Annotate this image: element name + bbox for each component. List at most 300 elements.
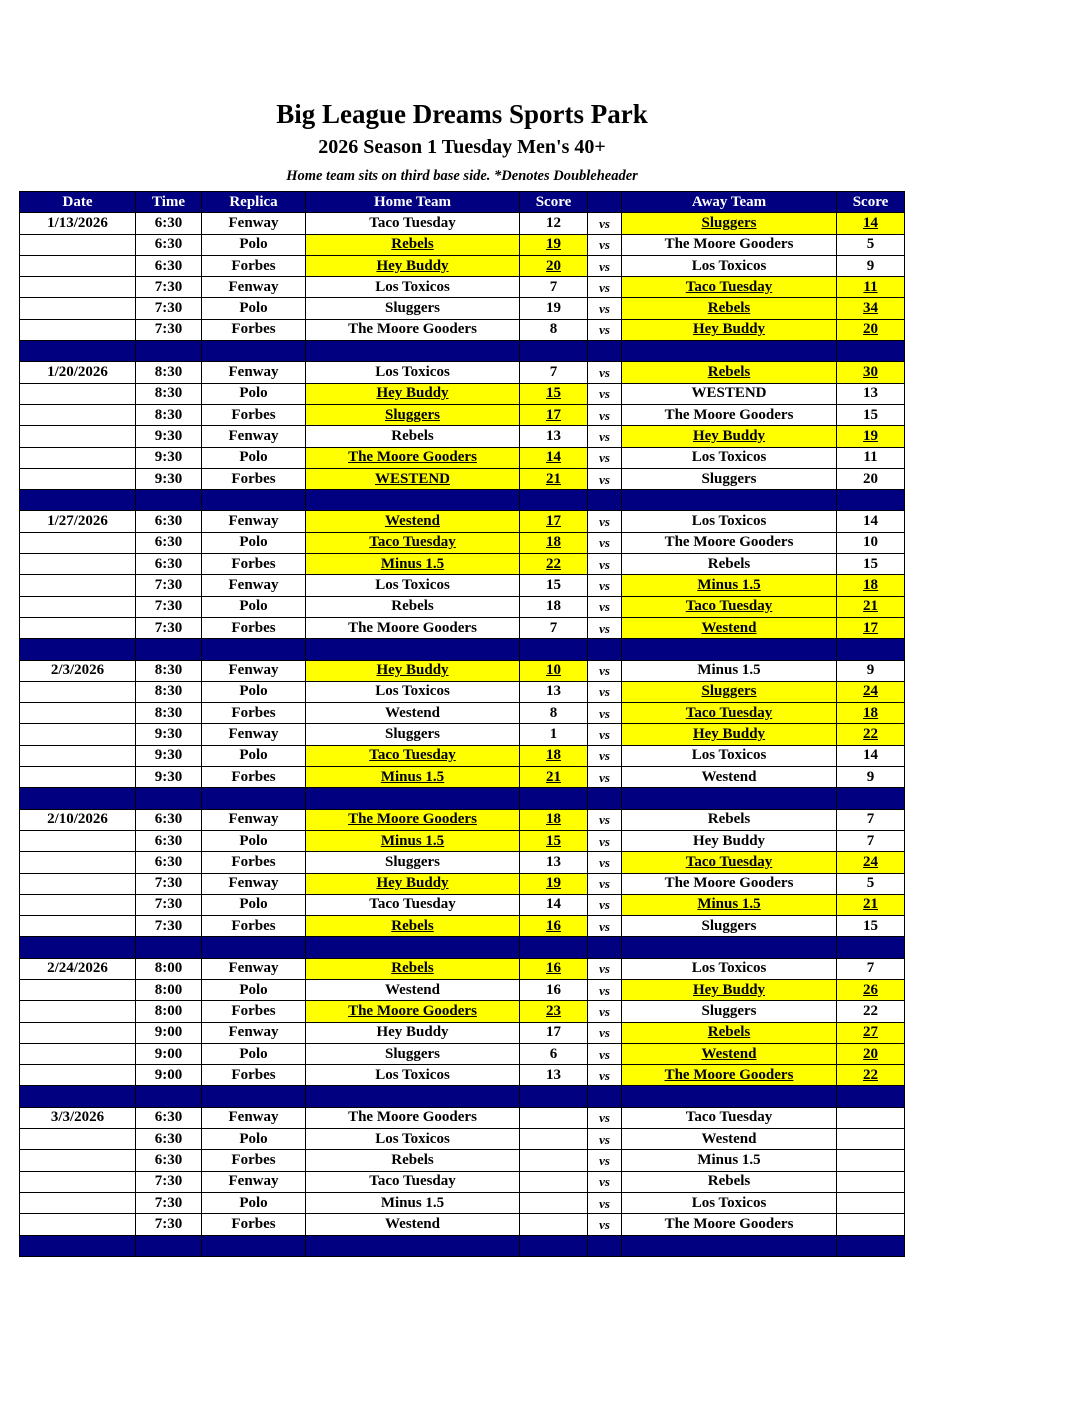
game-row	[20, 1192, 905, 1213]
game-field: Polo	[202, 383, 306, 404]
game-row	[20, 617, 905, 638]
game-time: 7:30	[136, 298, 202, 319]
game-row	[20, 1107, 905, 1128]
separator-cell	[306, 937, 520, 958]
away-team: The Moore Gooders	[622, 532, 837, 553]
game-field: Fenway	[202, 277, 306, 298]
home-team: Los Toxicos	[306, 681, 520, 702]
home-team: Sluggers	[306, 852, 520, 873]
home-score: 6	[520, 1043, 588, 1064]
game-field: Fenway	[202, 958, 306, 979]
vs-label: vs	[588, 362, 622, 383]
game-row	[20, 554, 905, 575]
home-score: 18	[520, 809, 588, 830]
game-date	[20, 852, 136, 873]
away-team: Los Toxicos	[622, 255, 837, 276]
away-score: 21	[837, 894, 905, 915]
away-team: Taco Tuesday	[622, 277, 837, 298]
game-row	[20, 1043, 905, 1064]
game-row	[20, 1171, 905, 1192]
away-team: Rebels	[622, 298, 837, 319]
vs-label: vs	[588, 1065, 622, 1086]
separator-cell	[520, 1235, 588, 1256]
vs-label: vs	[588, 681, 622, 702]
separator-cell	[622, 341, 837, 362]
game-time: 8:30	[136, 404, 202, 425]
separator-cell	[20, 639, 136, 660]
home-score: 16	[520, 916, 588, 937]
schedule-table	[19, 191, 905, 1257]
col-header-away-score: Score	[837, 192, 905, 213]
away-team: The Moore Gooders	[622, 1065, 837, 1086]
home-score: 19	[520, 298, 588, 319]
game-date	[20, 703, 136, 724]
away-score: 20	[837, 1043, 905, 1064]
away-team: Sluggers	[622, 468, 837, 489]
away-team: Taco Tuesday	[622, 852, 837, 873]
game-date	[20, 468, 136, 489]
game-time: 8:30	[136, 362, 202, 383]
separator-cell	[306, 490, 520, 511]
home-score: 17	[520, 511, 588, 532]
home-team: Taco Tuesday	[306, 745, 520, 766]
game-row	[20, 1214, 905, 1235]
home-team: Westend	[306, 511, 520, 532]
separator-cell	[837, 788, 905, 809]
away-team: Westend	[622, 617, 837, 638]
vs-label: vs	[588, 1171, 622, 1192]
home-score	[520, 1107, 588, 1128]
game-row	[20, 511, 905, 532]
home-score	[520, 1171, 588, 1192]
schedule-body	[20, 213, 905, 1257]
game-time: 6:30	[136, 830, 202, 851]
away-team: Taco Tuesday	[622, 596, 837, 617]
game-time: 7:30	[136, 873, 202, 894]
col-header-date: Date	[20, 192, 136, 213]
game-time: 7:30	[136, 1192, 202, 1213]
game-field: Forbes	[202, 767, 306, 788]
game-time: 9:00	[136, 1022, 202, 1043]
home-score: 16	[520, 958, 588, 979]
home-score: 14	[520, 894, 588, 915]
game-date	[20, 319, 136, 340]
away-team: WESTEND	[622, 383, 837, 404]
game-time: 7:30	[136, 894, 202, 915]
game-time: 9:30	[136, 745, 202, 766]
away-team: Los Toxicos	[622, 1192, 837, 1213]
game-date	[20, 1214, 136, 1235]
home-score: 7	[520, 362, 588, 383]
game-time: 7:30	[136, 319, 202, 340]
game-field: Polo	[202, 830, 306, 851]
away-team: Minus 1.5	[622, 575, 837, 596]
home-team: The Moore Gooders	[306, 617, 520, 638]
game-time: 6:30	[136, 532, 202, 553]
game-date	[20, 916, 136, 937]
game-date	[20, 681, 136, 702]
home-team: Sluggers	[306, 298, 520, 319]
week-separator	[20, 788, 905, 809]
away-team: Los Toxicos	[622, 511, 837, 532]
home-team: Los Toxicos	[306, 1129, 520, 1150]
home-team: The Moore Gooders	[306, 447, 520, 468]
home-team: Rebels	[306, 1150, 520, 1171]
game-time: 9:30	[136, 447, 202, 468]
game-field: Forbes	[202, 916, 306, 937]
game-field: Forbes	[202, 1214, 306, 1235]
game-date	[20, 830, 136, 851]
away-team: Minus 1.5	[622, 660, 837, 681]
separator-cell	[20, 788, 136, 809]
game-field: Polo	[202, 979, 306, 1000]
vs-label: vs	[588, 234, 622, 255]
game-time: 6:30	[136, 1150, 202, 1171]
game-date	[20, 617, 136, 638]
home-score: 21	[520, 767, 588, 788]
separator-cell	[622, 788, 837, 809]
game-time: 7:30	[136, 1214, 202, 1235]
home-score: 7	[520, 277, 588, 298]
game-field: Forbes	[202, 554, 306, 575]
home-team: Los Toxicos	[306, 362, 520, 383]
vs-label: vs	[588, 703, 622, 724]
separator-cell	[20, 490, 136, 511]
week-separator	[20, 639, 905, 660]
separator-cell	[588, 341, 622, 362]
vs-label: vs	[588, 958, 622, 979]
game-field: Forbes	[202, 852, 306, 873]
game-row	[20, 1129, 905, 1150]
away-score: 22	[837, 724, 905, 745]
separator-cell	[520, 490, 588, 511]
home-team: Minus 1.5	[306, 1192, 520, 1213]
game-row	[20, 277, 905, 298]
separator-cell	[837, 937, 905, 958]
game-date	[20, 873, 136, 894]
away-score: 15	[837, 916, 905, 937]
game-field: Fenway	[202, 809, 306, 830]
home-score: 20	[520, 255, 588, 276]
game-field: Forbes	[202, 1001, 306, 1022]
week-separator	[20, 1235, 905, 1256]
home-team: Rebels	[306, 958, 520, 979]
vs-label: vs	[588, 1043, 622, 1064]
vs-label: vs	[588, 532, 622, 553]
separator-cell	[588, 1086, 622, 1107]
vs-label: vs	[588, 767, 622, 788]
home-score	[520, 1129, 588, 1150]
game-row	[20, 681, 905, 702]
home-team: Hey Buddy	[306, 660, 520, 681]
game-field: Fenway	[202, 724, 306, 745]
game-row	[20, 894, 905, 915]
game-field: Forbes	[202, 404, 306, 425]
away-score	[837, 1107, 905, 1128]
game-time: 8:30	[136, 660, 202, 681]
game-time: 9:30	[136, 767, 202, 788]
home-score: 13	[520, 1065, 588, 1086]
game-field: Forbes	[202, 617, 306, 638]
game-time: 7:30	[136, 277, 202, 298]
separator-cell	[520, 1086, 588, 1107]
away-score: 13	[837, 383, 905, 404]
game-date	[20, 979, 136, 1000]
separator-cell	[306, 1086, 520, 1107]
game-date	[20, 894, 136, 915]
game-date	[20, 404, 136, 425]
game-date	[20, 724, 136, 745]
away-score: 15	[837, 404, 905, 425]
game-field: Forbes	[202, 1150, 306, 1171]
away-score: 26	[837, 979, 905, 1000]
away-score: 7	[837, 809, 905, 830]
home-team: Los Toxicos	[306, 575, 520, 596]
away-team: Hey Buddy	[622, 830, 837, 851]
separator-cell	[306, 788, 520, 809]
vs-label: vs	[588, 830, 622, 851]
week-separator	[20, 490, 905, 511]
game-field: Fenway	[202, 660, 306, 681]
game-time: 6:30	[136, 213, 202, 234]
game-row	[20, 958, 905, 979]
away-score: 22	[837, 1001, 905, 1022]
home-team: Minus 1.5	[306, 767, 520, 788]
game-row	[20, 255, 905, 276]
game-field: Forbes	[202, 1065, 306, 1086]
home-score: 15	[520, 830, 588, 851]
away-score	[837, 1129, 905, 1150]
home-score: 8	[520, 319, 588, 340]
vs-label: vs	[588, 1001, 622, 1022]
away-team: Westend	[622, 767, 837, 788]
away-score	[837, 1171, 905, 1192]
game-date	[20, 1150, 136, 1171]
away-score: 9	[837, 255, 905, 276]
home-team: Minus 1.5	[306, 554, 520, 575]
game-date: 3/3/2026	[20, 1107, 136, 1128]
home-team: Minus 1.5	[306, 830, 520, 851]
game-row	[20, 362, 905, 383]
home-team: Los Toxicos	[306, 277, 520, 298]
away-score: 19	[837, 426, 905, 447]
home-team: Rebels	[306, 916, 520, 937]
away-score: 14	[837, 511, 905, 532]
away-team: Los Toxicos	[622, 447, 837, 468]
home-team: Taco Tuesday	[306, 1171, 520, 1192]
game-field: Polo	[202, 894, 306, 915]
game-time: 8:00	[136, 958, 202, 979]
game-row	[20, 532, 905, 553]
away-score: 15	[837, 554, 905, 575]
vs-label: vs	[588, 1129, 622, 1150]
separator-cell	[306, 1235, 520, 1256]
game-field: Polo	[202, 532, 306, 553]
home-score: 13	[520, 681, 588, 702]
vs-label: vs	[588, 809, 622, 830]
game-date: 2/3/2026	[20, 660, 136, 681]
game-date	[20, 575, 136, 596]
away-team: Minus 1.5	[622, 894, 837, 915]
game-time: 9:30	[136, 426, 202, 447]
vs-label: vs	[588, 1192, 622, 1213]
game-date: 1/27/2026	[20, 511, 136, 532]
home-team: The Moore Gooders	[306, 1107, 520, 1128]
game-date: 1/20/2026	[20, 362, 136, 383]
away-score: 20	[837, 468, 905, 489]
game-row	[20, 830, 905, 851]
away-score: 34	[837, 298, 905, 319]
vs-label: vs	[588, 298, 622, 319]
game-date: 2/10/2026	[20, 809, 136, 830]
vs-label: vs	[588, 404, 622, 425]
game-time: 6:30	[136, 554, 202, 575]
vs-label: vs	[588, 660, 622, 681]
game-time: 9:30	[136, 724, 202, 745]
separator-cell	[588, 639, 622, 660]
home-score: 17	[520, 1022, 588, 1043]
game-date	[20, 554, 136, 575]
game-date	[20, 255, 136, 276]
vs-label: vs	[588, 894, 622, 915]
game-row	[20, 724, 905, 745]
away-team: Hey Buddy	[622, 724, 837, 745]
away-score: 18	[837, 703, 905, 724]
game-date	[20, 1192, 136, 1213]
away-score	[837, 1150, 905, 1171]
away-score	[837, 1214, 905, 1235]
col-header-time: Time	[136, 192, 202, 213]
away-team: Hey Buddy	[622, 979, 837, 1000]
home-score: 7	[520, 617, 588, 638]
away-score: 14	[837, 745, 905, 766]
game-row	[20, 660, 905, 681]
away-score: 18	[837, 575, 905, 596]
away-score: 10	[837, 532, 905, 553]
game-time: 6:30	[136, 255, 202, 276]
home-team: Rebels	[306, 234, 520, 255]
game-time: 7:30	[136, 617, 202, 638]
game-row	[20, 1150, 905, 1171]
vs-label: vs	[588, 319, 622, 340]
separator-cell	[202, 490, 306, 511]
away-team: The Moore Gooders	[622, 873, 837, 894]
separator-cell	[837, 1086, 905, 1107]
game-field: Fenway	[202, 575, 306, 596]
home-score: 8	[520, 703, 588, 724]
separator-cell	[837, 639, 905, 660]
home-score: 16	[520, 979, 588, 1000]
away-score: 27	[837, 1022, 905, 1043]
home-team: WESTEND	[306, 468, 520, 489]
game-date	[20, 596, 136, 617]
away-score: 24	[837, 681, 905, 702]
home-score: 10	[520, 660, 588, 681]
home-score: 17	[520, 404, 588, 425]
home-team: Westend	[306, 703, 520, 724]
game-field: Polo	[202, 1192, 306, 1213]
away-score: 5	[837, 873, 905, 894]
game-field: Forbes	[202, 255, 306, 276]
home-team: Rebels	[306, 426, 520, 447]
game-time: 6:30	[136, 1107, 202, 1128]
separator-cell	[588, 937, 622, 958]
game-date	[20, 447, 136, 468]
home-score	[520, 1192, 588, 1213]
home-team: Rebels	[306, 596, 520, 617]
vs-label: vs	[588, 596, 622, 617]
away-team: Hey Buddy	[622, 319, 837, 340]
col-header-away-team: Away Team	[622, 192, 837, 213]
home-score: 13	[520, 852, 588, 873]
game-row	[20, 979, 905, 1000]
home-score: 15	[520, 383, 588, 404]
home-score: 22	[520, 554, 588, 575]
vs-label: vs	[588, 554, 622, 575]
away-score: 7	[837, 958, 905, 979]
game-row	[20, 468, 905, 489]
away-team: Rebels	[622, 554, 837, 575]
home-team: Westend	[306, 979, 520, 1000]
away-team: The Moore Gooders	[622, 1214, 837, 1235]
home-score: 23	[520, 1001, 588, 1022]
game-field: Polo	[202, 596, 306, 617]
separator-cell	[837, 490, 905, 511]
home-score: 18	[520, 596, 588, 617]
game-date	[20, 1171, 136, 1192]
game-field: Fenway	[202, 362, 306, 383]
game-row	[20, 745, 905, 766]
away-team: Sluggers	[622, 916, 837, 937]
vs-label: vs	[588, 1107, 622, 1128]
separator-cell	[622, 937, 837, 958]
col-header-home-score: Score	[520, 192, 588, 213]
game-time: 8:30	[136, 383, 202, 404]
away-score: 5	[837, 234, 905, 255]
separator-cell	[202, 937, 306, 958]
away-team: Taco Tuesday	[622, 703, 837, 724]
separator-cell	[136, 1086, 202, 1107]
game-field: Polo	[202, 1043, 306, 1064]
separator-cell	[20, 937, 136, 958]
game-field: Polo	[202, 1129, 306, 1150]
vs-label: vs	[588, 468, 622, 489]
away-team: Los Toxicos	[622, 745, 837, 766]
game-field: Fenway	[202, 873, 306, 894]
game-date	[20, 298, 136, 319]
game-row	[20, 873, 905, 894]
game-date	[20, 1022, 136, 1043]
game-field: Fenway	[202, 1022, 306, 1043]
game-row	[20, 1065, 905, 1086]
home-team: The Moore Gooders	[306, 319, 520, 340]
home-score	[520, 1150, 588, 1171]
separator-cell	[136, 639, 202, 660]
separator-cell	[202, 341, 306, 362]
game-date	[20, 745, 136, 766]
page-subtitle: 2026 Season 1 Tuesday Men's 40+	[318, 136, 606, 158]
separator-cell	[136, 341, 202, 362]
vs-label: vs	[588, 1022, 622, 1043]
away-team: The Moore Gooders	[622, 404, 837, 425]
game-time: 6:30	[136, 1129, 202, 1150]
vs-label: vs	[588, 213, 622, 234]
game-date	[20, 532, 136, 553]
game-time: 6:30	[136, 852, 202, 873]
home-team: Taco Tuesday	[306, 532, 520, 553]
home-team: Sluggers	[306, 404, 520, 425]
home-team: Sluggers	[306, 724, 520, 745]
